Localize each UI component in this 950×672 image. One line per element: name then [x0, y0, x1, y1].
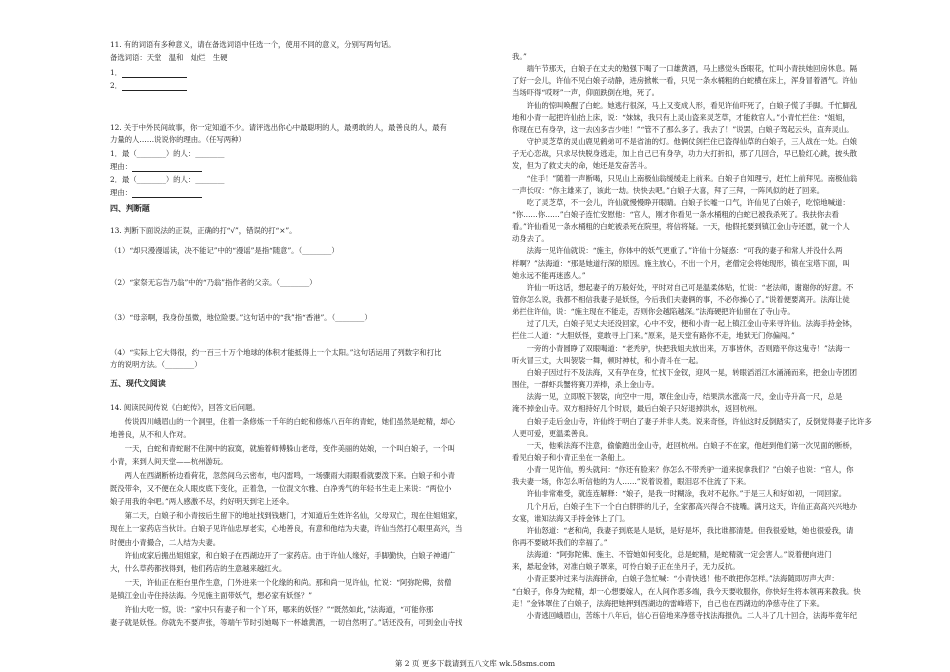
right-passage-line: 你现在已有身孕，这一去凶多吉少哇！”“管不了那么多了。我去了！”说罢，白娘子驾起云头，直奔灵山。	[512, 124, 854, 134]
right-passage-line: 吃了灵芝草，不一会儿，许仙就慢慢睁开眼睛。白娘子长嘘一口气，许仙见了白娘子，吃惊地喊道：	[512, 197, 850, 207]
q12-reason-1: 理由：	[110, 162, 202, 172]
right-passage-line: 法海道：“阿弥陀佛、施主、不管她如何变化，总是蛇精，是蛇精就一定会害人。”说着便向进门	[512, 550, 832, 560]
right-passage-line: 听火冒三丈，大叫袈裟一舞，顿时神杖，和小青斗在一起。	[512, 355, 703, 365]
right-passage-line: 围住，一群虾兵蟹将赛刀弄棒，杀上金山寺。	[512, 380, 659, 390]
q14-passage-line: 一天，许仙正在柜台里作生意，门外进来一个化缘的和尚。那和尚一见许仙，忙说：“阿弥陀佛，贫僧	[110, 577, 452, 587]
right-passage-line: “白娘子，你身为蛇精，却一心想要嫁人，在人间作恶多端，我今天要收服你，你快好生将本领再来教我。快	[512, 586, 861, 596]
q14-passage-line: 现在上一家药店当伙计。白娘子见许仙忠厚老实，心地善良，有意和他结为夫妻，许仙当然打心眼里高兴，当	[110, 524, 463, 534]
right-passage-line: 走！”金钵罩住了白娘子，法海把她押到西湖边的雷峰塔下，自己也在西湖边的净慈寺住了下来。	[512, 598, 825, 608]
q11-item-2: 2．	[110, 81, 187, 91]
right-passage-line: 许仙的惊叫唤醒了白蛇。她逃行很深，马上又变成人形，看见许仙吓死了，白娘子慌了手脚。千忙脚乱	[512, 100, 858, 110]
right-passage-line: 我夫妻一场，你怎么听信他的为人……”说着说着，眼泪忍不住流了下来。	[512, 477, 751, 487]
right-passage-line: 法海一见，立即脱下袈裟，向空中一甩，罩住金山寺，结果洪水涨高一尺，金山寺升高一尺，总是	[512, 392, 843, 402]
q12-answer-1: 1．最（________）的人：________	[110, 149, 225, 158]
q13-title: 13. 判断下面说法的正误，正确的打“√”，错误的打“×”。	[110, 226, 297, 235]
q14-passage-line: 第二天，白娘子和小青按后生留下的地址找到钱塘门，才知道后生姓许名仙，父母双亡，现在住姐姐家，	[110, 510, 463, 520]
q12-reason-2: 理由：	[110, 188, 202, 198]
right-passage-line: 了好一会儿，许仙不见白娘子动静，进房掀帐一看，只见一条水桶粗的白蛇横在床上，浑身冒着酒气。许仙	[512, 76, 858, 86]
q14-passage-line: 时便由小青撮合，二人结为夫妻。	[110, 537, 221, 547]
right-passage-line: 几个月后，白娘子生下一个白白胖胖的儿子，全家都高兴得合不拢嘴。满月这天，许仙正高高兴兴地办	[512, 501, 858, 511]
right-passage-line: 人更可爱，更温柔善良。	[512, 428, 593, 438]
right-passage-line: 女宴，谁知法海又手持金钵上了门。	[512, 513, 630, 523]
right-passage-line: 白娘子因过行不及法海，又有孕在身，忙找下金钗，迎风一晃，转眼滔滔江水涌涌而来，把金山寺团团	[512, 367, 858, 377]
q12-answer-2: 2．最（________）的人：________	[110, 175, 225, 184]
q13-statement-3: （3）“母亲啊，我身份虽微，地位险要。”这句话中的“我”指“香港”。（________）	[110, 313, 372, 322]
q14-title: 14. 阅读民间传说《白蛇传》，回答文后问题。	[110, 403, 260, 412]
q14-passage-line: 娘子用我的伞吧。”两人感激不尽，约好明天到宅上还伞。	[110, 497, 294, 507]
q13-statement-1: （1）“却只漫漫谣读，决不能记”中的“漫谣”是指“随意”。（________）	[110, 246, 339, 255]
q14-passage-line: 地善良，从不和人作对。	[110, 430, 191, 440]
right-passage-line: “你……你……”白娘子连忙安慰他：“官人，刚才你看见一条水桶粗的白蛇已被我杀死了。我扶你去看	[512, 209, 839, 219]
right-passage-line: 地和小青一起把许仙抬上床，说：“妹妹，我只有上灵山盗来灵芝草，才能救官人。”小青忙拦住：“姐姐，	[512, 112, 850, 122]
page-footer: 第 2 页 更多下载请到五八文库 wk.58sms.com	[394, 659, 556, 668]
q14-passage-line: 大，什么草药都找得到，他们药店的生意越来越红火。	[110, 564, 287, 574]
right-passage-line: 拦住二人道：“大胆妖怪，竟敢寻上门来。”原来，是天堂有路你不走，地狱无门你偏闯。”	[512, 331, 795, 341]
right-passage-line: 许仙怒道：“老和尚，我妻子到底是人是妖，是好是坏，我比谁都清楚。但我很爱她，她也很爱我，请	[512, 525, 854, 535]
right-passage-line: 来，悬起金钵，对准白娘子罩来，可怜白娘子正在坐月子，无力反抗。	[512, 562, 740, 572]
right-passage-line: 弟拦住许仙，说：“施主现在不能走，否则你会越陷越深。”法海硬把许仙留在了寺山寺。	[512, 307, 795, 317]
section-5-heading: 五、现代文阅读	[110, 378, 166, 388]
q13-statement-4-line2: 方的说明方法。（________）	[110, 360, 202, 369]
q14-passage-line: 是镇江金山寺住持法海。今见施主面带妖气，想必家有妖怪？”	[110, 591, 312, 601]
q14-passage-line: 小青，来到人间天堂——杭州游玩。	[110, 457, 228, 467]
q14-passage-line: 妻子就是妖怪。你就先不要声张，等端午节时引她喝下一杯雄黄酒，一切自然明了。”话还没有，可到金山寺找	[110, 618, 463, 627]
right-passage-line: 淹不掉金山寺。双方相持好几个时辰，最后白娘子只好退掉洪水，返回杭州。	[512, 404, 762, 414]
q11-title: 11. 有的词语有多种意义，请在备选词语中任选一个，使用不同的意义，分别写两句话。	[110, 40, 396, 49]
q11-options: 备选词语：天堂 温和 灿烂 生硬	[110, 53, 228, 62]
right-passage-line: 我。”	[512, 52, 527, 61]
section-4-heading: 四、判断题	[110, 203, 150, 213]
q14-passage-line: 许仙成家后搬出姐姐家，和白娘子在西湖边开了一家药店。由于许仙人缘好，手脚勤快，白娘子神通广	[110, 551, 456, 560]
right-passage-line: 守护灵芝草的灵山鹿见鹤弟可不是省油的灯。他俩仗剑拦住已盗得仙草的白娘子，三人战在一处。白娘	[512, 137, 858, 147]
right-passage-line: 小青一见许仙，剪头就问：“你还有脸来？你怎么不带秃驴一道来捉拿我们？”白娘子也说：“官人，你	[512, 465, 854, 475]
right-passage-line: 端午节那天，白娘子在丈夫的勉强下喝了一口雄黄酒，马上感觉头昏眼花，忙叫小青扶她回房休息。隔	[512, 64, 858, 74]
q14-passage-line: 两人在西湖断桥边看荷花，忽然间乌云密布，电闪雷鸣，一场骤雨大雨眼看就要泼下来。白娘子和小青	[110, 470, 456, 480]
right-passage-line: 样啊？”法海道：“那是她道行深的原因。施主放心，不出一个月，老僧定会将她现形，镇在宝塔下面，叫	[512, 258, 850, 268]
q13-statement-4-line1: （4）“实际上它大得很，约一百三十万个地球的体积才能抵得上一个太阳。”这句话运用了列数字和打比	[110, 348, 442, 357]
q12-title-line2: 力量的人……说说你的理由。（任写两种）	[110, 135, 246, 144]
right-passage-line: 一旁的小青圆睁了双眼喝道：“老秃驴，快把我姐夫放出来，万事皆休，否则踏平你这鬼寺！”法海一	[512, 343, 850, 353]
q14-passage-line: 传说四川峨眉山的一个洞里，住着一条修炼一千年的白蛇和修炼八百年的青蛇，她们虽然是蛇精，却心	[110, 417, 456, 426]
right-passage-line: 看见白娘子和小青正坐在一条船上。	[512, 452, 630, 462]
right-passage-line: 管你怎么说，我都不相信我妻子是妖怪，今后我们夫妻俩的事，不必你操心了。”说着便要离开。法海让徒	[512, 295, 850, 304]
right-passage-line: 法海一见许仙就说：“施主，你体中的妖气更重了。”许仙十分疑惑：“可我的妻子和常人并没什么两	[512, 246, 843, 256]
right-passage-line: 小青逃回峨眉山，苦练十八年后，信心百倍地来净慈寺找法海报仇。二人斗了几十回合，法海毕竟年纪	[512, 610, 858, 620]
q14-passage-line: 一天，白蛇和青蛇耐不住洞中的寂寞，就施着师傅躲山老母，变作美丽的姑娘，一个叫白娘子，一个叫	[110, 443, 456, 453]
q13-statement-2: （2）“家祭无忘告乃翁”中的“乃翁”指作者的父亲。（________）	[110, 278, 317, 287]
q14-passage-line: 许仙大吃一惊，说：“家中只有妻子和一个丫环，哪来的妖怪？”“既然如此，”法海道，“可能你那	[110, 604, 434, 614]
q12-title-line1: 12. 关于中外民间故事，你一定知道不少。请评选出你心中最聪明的人，最勇敢的人，最善良的人，最有	[110, 123, 447, 132]
right-passage-line: 当场吓得“哎呀”一声，仰面跌倒在地，死了。	[512, 88, 659, 98]
right-passage-line: 一天，他乘法海不注意，偷偷跑出金山寺，赶回杭州。白娘子不在家，他赶到他们第一次见面的断桥，	[512, 440, 858, 450]
right-passage-line: 过了几天，白娘子见丈夫还没回家，心中不安，便和小青一起上镇江金山寺来寻许仙。法海手持金钵，	[512, 319, 858, 329]
right-passage-line: 许仙一听这话，想起妻子的万般好处，平时对自己可是温柔体贴，忙说：“老法师，谢谢你的好意。不	[512, 282, 854, 292]
right-passage-line: “住手！”随着一声断喝，只见山上南极仙翁缓缓走上前来。白娘子自知理亏，赶忙上前拜见。南极仙翁	[512, 173, 858, 183]
right-passage-line: 一声长叹：“你主雄来了，该此一劫。快快去吧。”白娘子大喜，拜了三拜，一阵风似的赶了回来。	[512, 185, 825, 195]
q11-item-1: 1．	[110, 68, 187, 78]
q14-passage-line: 既没带伞，又不便在众人眼皮底下变化，正着急，一位混文尔雅、白净秀气的年轻书生走上来说：“两位小	[110, 484, 452, 493]
right-passage-line: 小青正要冲过来与法海拼命，白娘子急忙喊：“小青快逃！他不敢把你怎样。”法海随即厉声大声：	[512, 574, 839, 584]
right-passage-line: 她永远不能再迷惑人。”	[512, 270, 586, 280]
right-passage-line: 白娘子走后金山寺，许仙终于明白了妻子并非人类。说来奇怪，许仙这时反倒踏实了，反倒觉得妻子比许多	[512, 416, 872, 426]
right-passage-line: 看。”许仙看见一条水桶粗的白蛇被杀死在院里，将信将疑。一天，他假托要到镇江金山寺还愿，就一个人	[512, 222, 850, 232]
right-passage-line: 动身去了。	[512, 234, 549, 244]
right-passage-line: 发，但为了救丈夫的命，她还是发奋苦斗。	[512, 161, 652, 171]
right-passage-line: 子无心恋战，只求尽快脱身逃走，加上自己已有身孕，功力大打折扣，那了几回合，早已脸红心跳，披头散	[512, 149, 858, 159]
right-passage-line: 许仙非常难受，就连连解释：“娘子，是我一时糊涂，我对不起你。”于是三人和好如初，一同回家。	[512, 489, 847, 499]
right-passage-line: 你再不要破坏我们的幸福了。”	[512, 538, 608, 547]
